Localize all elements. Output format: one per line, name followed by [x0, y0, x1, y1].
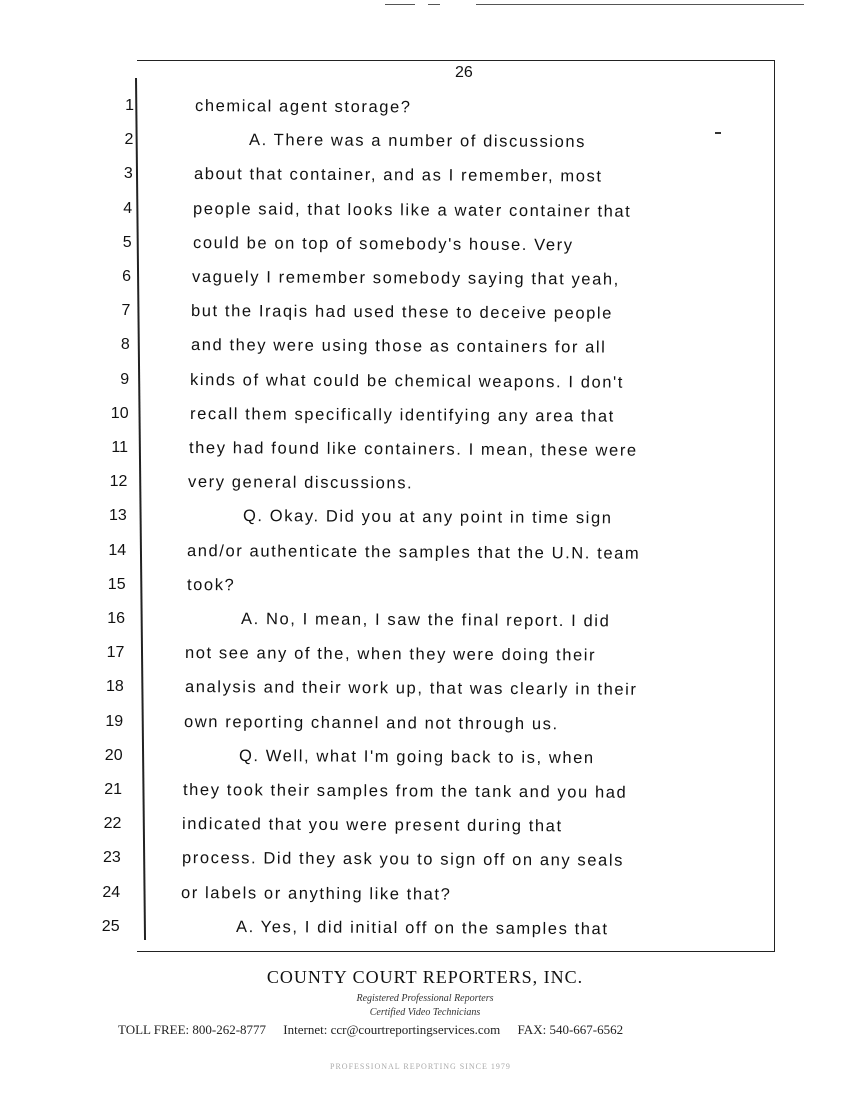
line-number: 3 — [123, 165, 133, 183]
transcript-line: process. Did they ask you to sign off on any seals — [181, 849, 624, 871]
company-name: COUNTY COURT REPORTERS, INC. — [266, 967, 584, 987]
line-number: 23 — [103, 849, 121, 867]
line-number: 15 — [107, 575, 126, 593]
internet-address: Internet: ccr@courtreportingservices.com — [283, 1022, 501, 1037]
line-number: 17 — [106, 644, 125, 662]
transcript-line: took? — [186, 575, 236, 595]
fax-number: FAX: 540-667-6562 — [517, 1022, 624, 1037]
company-subtitle-2: Certified Video Technicians — [369, 1007, 481, 1018]
transcript-line: Q. Well, what I'm going back to is, when — [238, 746, 595, 767]
page-number: 26 — [455, 64, 473, 81]
transcript-line: kinds of what could be chemical weapons. I don't — [190, 370, 625, 392]
transcript-line: A. There was a number of discussions — [249, 131, 587, 152]
line-number: 5 — [122, 233, 132, 251]
transcript-line: indicated that you were present during that — [182, 815, 564, 836]
scan-top-marks — [0, 0, 850, 10]
company-subtitle-1: Registered Professional Reporters — [356, 993, 494, 1004]
transcript-line: very general discussions. — [188, 473, 414, 493]
line-number: 6 — [122, 268, 131, 285]
line-number: 8 — [120, 336, 130, 354]
company-tagline: PROFESSIONAL REPORTING SINCE 1979 — [330, 1062, 511, 1071]
transcript-line: not see any of the, when they were doing their — [185, 644, 597, 665]
transcript-line: or labels or anything like that? — [181, 883, 452, 904]
line-number: 24 — [102, 883, 121, 901]
transcript-line: analysis and their work up, that was clearly in their — [184, 678, 638, 700]
toll-free-number: TOLL FREE: 800-262-8777 — [118, 1022, 267, 1037]
transcript-line: A. No, I mean, I saw the final report. I did — [240, 610, 611, 631]
contact-line — [118, 1022, 637, 1038]
transcript-line: A. Yes, I did initial off on the samples that — [235, 917, 609, 939]
line-number: 13 — [109, 507, 127, 525]
transcript-line: and they were using those as containers for all — [190, 336, 607, 357]
line-number: 4 — [123, 199, 133, 217]
line-number: 20 — [104, 746, 123, 764]
transcript-line: could be on top of somebody's house. Very — [192, 233, 574, 255]
transcript-line: people said, that looks like a water container that — [193, 199, 632, 221]
transcript-line: vaguely I remember somebody saying that yeah, — [191, 268, 620, 289]
line-number: 25 — [101, 917, 120, 935]
transcript-line: Q. Okay. Did you at any point in time sign — [242, 507, 613, 528]
line-number: 9 — [120, 370, 130, 388]
line-number: 14 — [108, 541, 127, 559]
stray-mark — [715, 132, 721, 134]
line-number: 7 — [121, 302, 131, 320]
line-number: 11 — [111, 439, 128, 456]
line-number: 21 — [104, 781, 122, 798]
transcript-line: but the Iraqis had used these to deceive people — [191, 302, 614, 323]
transcript-line: and/or authenticate the samples that the U.N. team — [187, 541, 641, 563]
transcript-line: own reporting channel and not through us. — [184, 712, 559, 733]
transcript-line: they had found like containers. I mean, these were — [188, 439, 638, 460]
transcript-line: about that container, and as I remember, most — [193, 165, 603, 186]
line-number: 19 — [105, 712, 124, 730]
line-number: 22 — [103, 815, 122, 833]
line-number: 1 — [125, 97, 134, 114]
line-number: 12 — [109, 473, 128, 491]
transcript-line: chemical agent storage? — [194, 97, 412, 117]
transcript-line: recall them specifically identifying any area that — [189, 404, 615, 426]
line-number: 16 — [107, 610, 125, 627]
line-number: 18 — [106, 678, 124, 696]
line-number: 10 — [110, 404, 129, 422]
transcript-line: they took their samples from the tank and you had — [182, 781, 628, 802]
line-number: 2 — [124, 131, 134, 149]
